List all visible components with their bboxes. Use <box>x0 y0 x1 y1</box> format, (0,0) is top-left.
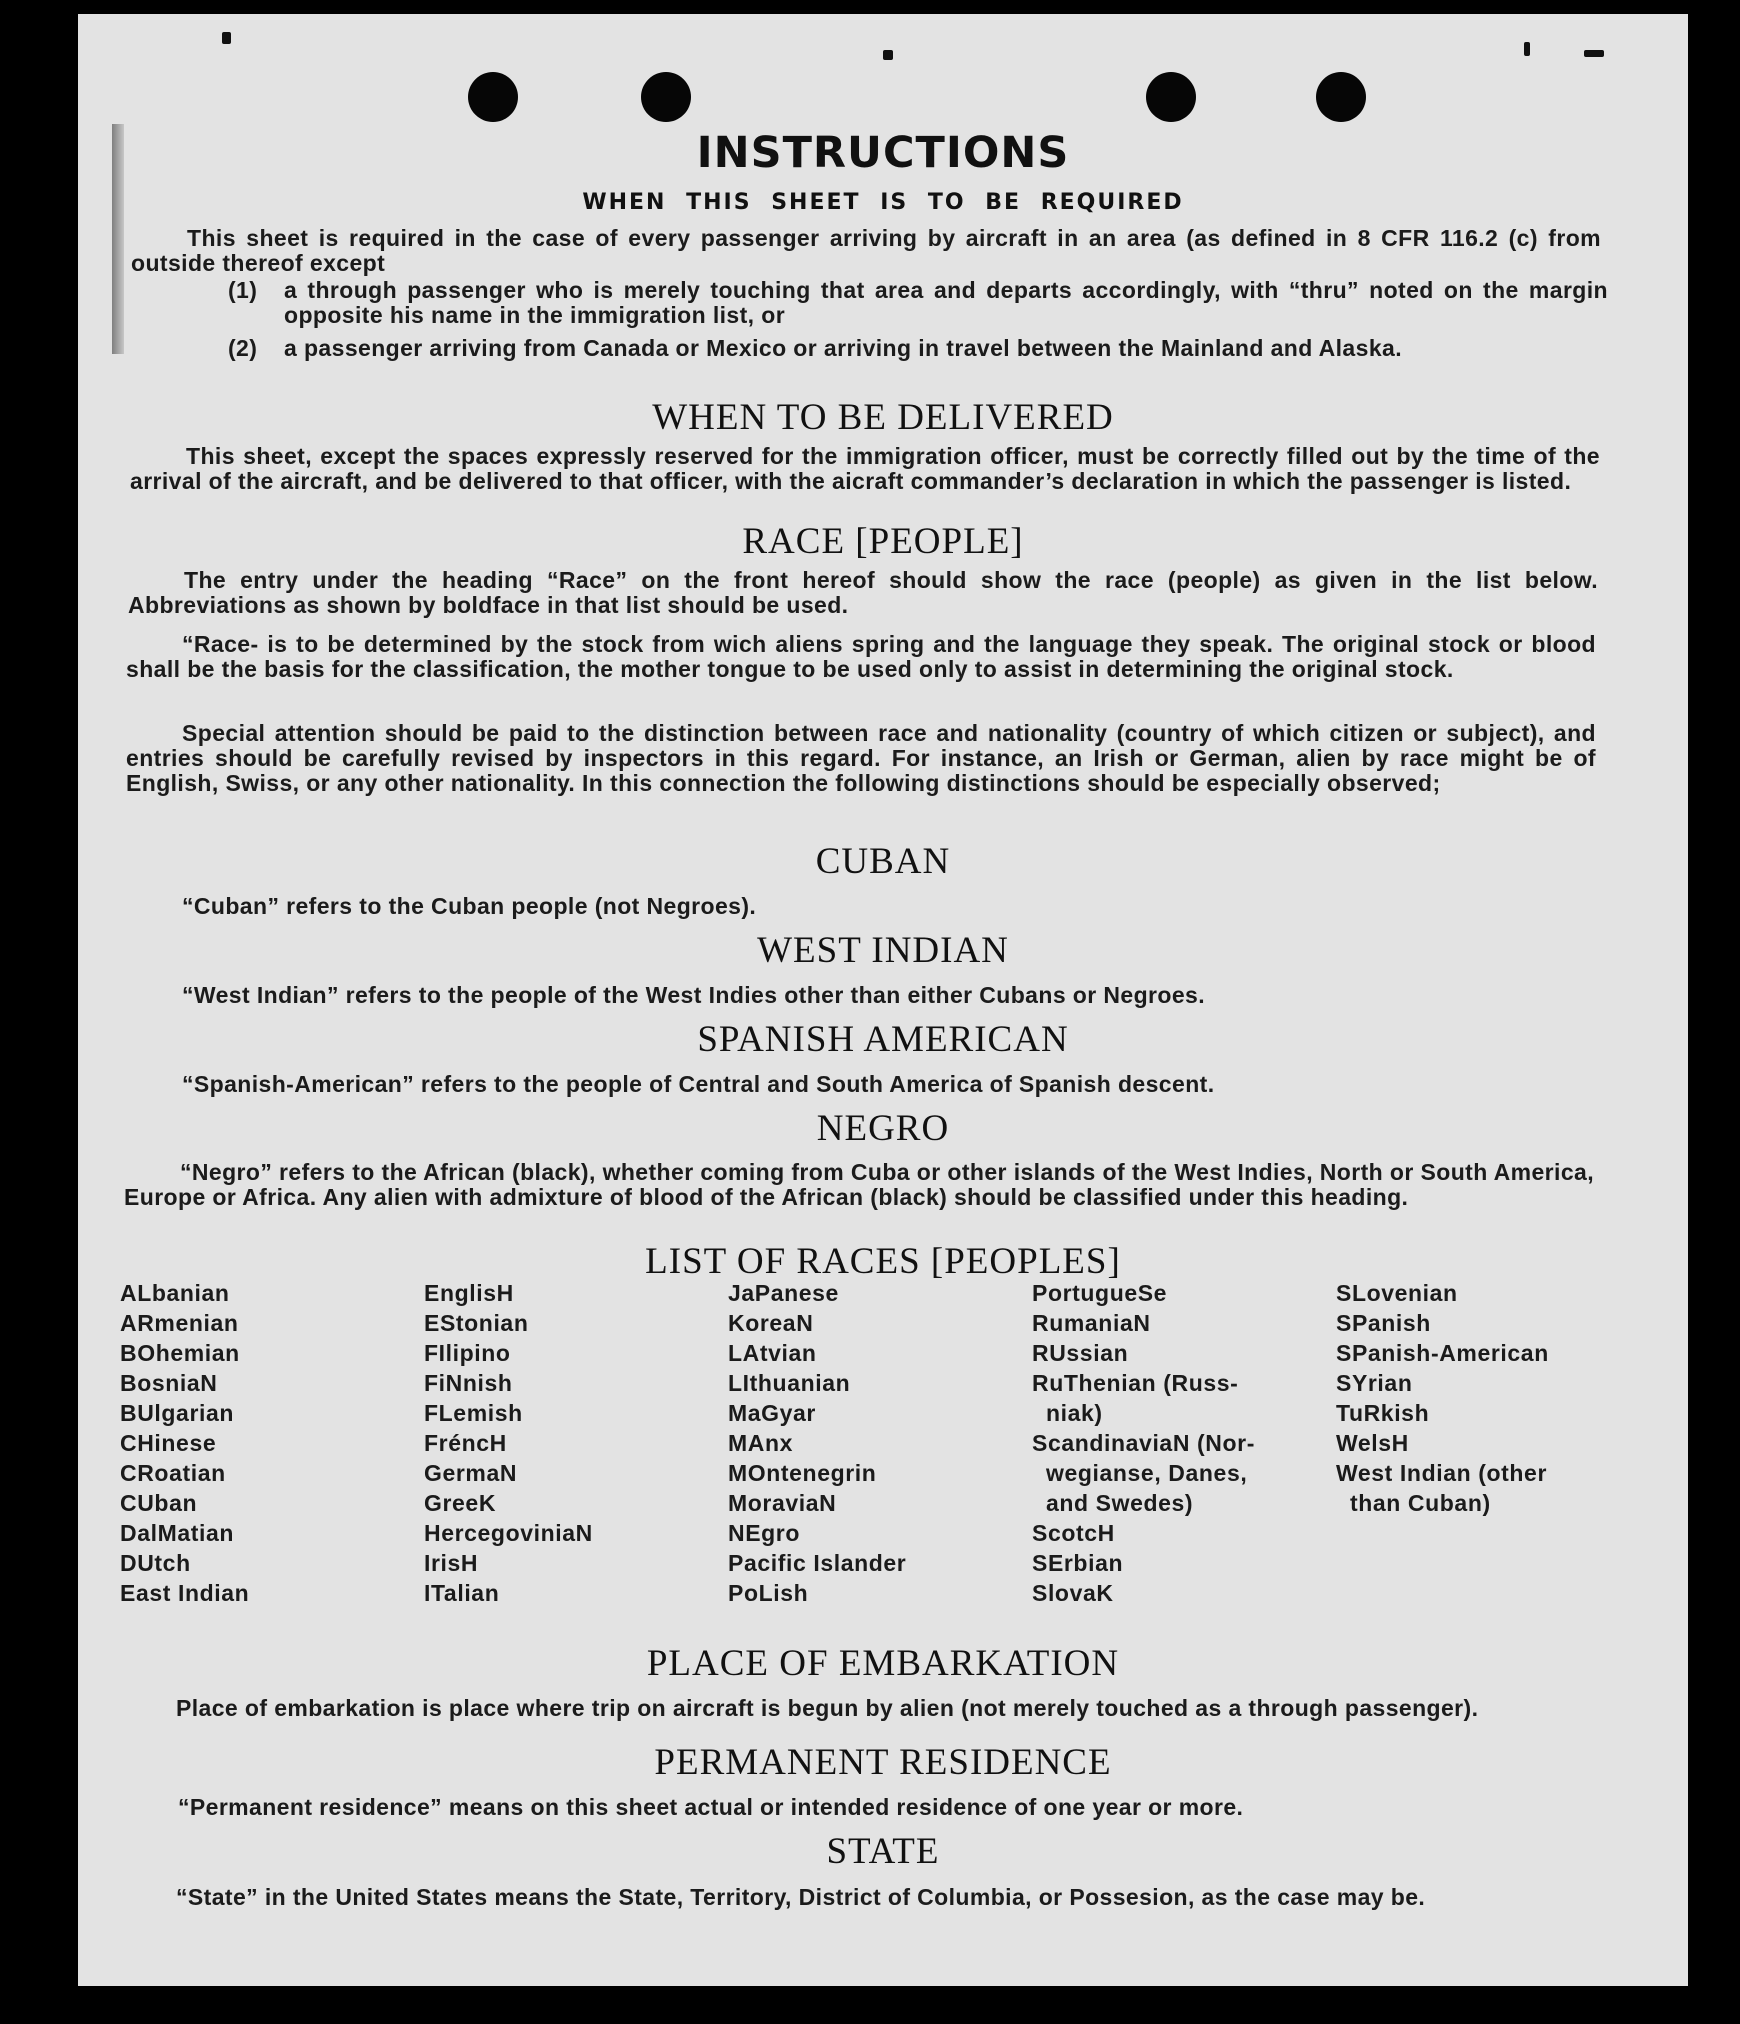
race-entry: ALbanian <box>120 1280 230 1306</box>
section-heading-state: STATE <box>826 1831 940 1872</box>
race-entry: CUban <box>120 1490 198 1516</box>
race-paragraph-2: “Race- is to be determined by the stock from wich aliens spring and the language they speak. The original stock or blood shall be the basis for the classification, the mother tongue to be used only to assist in determining the original stock. <box>126 631 1596 682</box>
race-column <box>120 1278 424 1608</box>
punch-hole <box>1316 72 1366 122</box>
race-entry: MaGyar <box>728 1400 816 1426</box>
race-entry: wegianse, Danes, <box>1032 1460 1248 1486</box>
race-entry: GermaN <box>424 1460 518 1486</box>
race-entry: IrisH <box>424 1550 479 1576</box>
punch-hole <box>1146 72 1196 122</box>
race-paragraph-3: Special attention should be paid to the distinction between race and nationality (country of which citizen or subject), and entries should be carefully revised by inspectors in this regard. For instance, an Irish or German, alien by race might be of English, Swiss, or any other nationality. In this connection the following distinctions should be especially observed; <box>126 720 1596 796</box>
race-entry: FréncH <box>424 1430 507 1456</box>
race-entry: RUssian <box>1032 1340 1129 1366</box>
section-heading-embarkation: PLACE OF EMBARKATION <box>646 1643 1120 1684</box>
race-entry: TuRkish <box>1336 1400 1430 1426</box>
race-entry: MOntenegrin <box>728 1460 877 1486</box>
race-entry: East Indian <box>120 1580 250 1606</box>
residence-text: “Permanent residence” means on this sheet actual or intended residence of one year or more. <box>178 1794 1244 1820</box>
race-entry: HercegoviniaN <box>424 1520 593 1546</box>
state-text: “State” in the United States means the State, Territory, District of Columbia, or Possesion, as the case may be. <box>176 1884 1426 1910</box>
spanish-american-text: “Spanish-American” refers to the people of Central and South America of Spanish descent. <box>182 1071 1215 1097</box>
race-entry: MoraviaN <box>728 1490 837 1516</box>
race-p1-boldface: boldface <box>442 592 541 618</box>
section-heading-residence: PERMANENT RESIDENCE <box>654 1742 1112 1783</box>
race-entry: SPanish <box>1336 1310 1431 1336</box>
race-column <box>728 1278 1032 1608</box>
race-entry: EStonian <box>424 1310 529 1336</box>
race-entry: BOhemian <box>120 1340 240 1366</box>
section-heading-race: RACE [PEOPLE] <box>742 521 1024 562</box>
when-delivered-text: This sheet, except the spaces expressly reserved for the immigration officer, must be correctly filled out by the time of the arrival of the aircraft, and be delivered to that officer, with the aicraft commander’s declaration in which the passenger is listed. <box>130 443 1600 494</box>
race-entry: BosniaN <box>120 1370 218 1396</box>
ink-speck <box>1524 42 1530 56</box>
race-entry: RumaniaN <box>1032 1310 1151 1336</box>
section-heading-west-indian: WEST INDIAN <box>757 930 1009 971</box>
race-entry: SlovaK <box>1032 1580 1114 1606</box>
race-entry: West Indian (other <box>1336 1460 1547 1486</box>
race-entry: DalMatian <box>120 1520 235 1546</box>
race-entry: niak) <box>1032 1400 1103 1426</box>
section-heading-list-of-races: LIST OF RACES [PEOPLES] <box>645 1241 1121 1282</box>
when-required-intro: This sheet is required in the case of every passenger arriving by aircraft in an area (as defined in 8 CFR 116.2 (c) from outside thereof except <box>131 225 1601 276</box>
exception-text: a through passenger who is merely touching that area and departs accordingly, with “thru” noted on the margin opposite his name in the immigration list, or <box>284 277 1608 328</box>
race-entry: ITalian <box>424 1580 500 1606</box>
race-entry: LAtvian <box>728 1340 817 1366</box>
race-entry: PoLish <box>728 1580 809 1606</box>
race-entry: LIthuanian <box>728 1370 851 1396</box>
race-entry: FLemish <box>424 1400 523 1426</box>
race-entry: Pacific Islander <box>728 1550 907 1576</box>
race-entry: SLovenian <box>1336 1280 1458 1306</box>
race-entry: SErbian <box>1032 1550 1124 1576</box>
exception-item <box>228 278 1608 328</box>
cuban-text: “Cuban” refers to the Cuban people (not Negroes). <box>182 893 757 919</box>
race-entry: CRoatian <box>120 1460 226 1486</box>
race-entry: MAnx <box>728 1430 794 1456</box>
race-entry: ARmenian <box>120 1310 239 1336</box>
race-column <box>1032 1278 1336 1608</box>
exception-number: (2) <box>228 335 258 361</box>
race-entry: GreeK <box>424 1490 497 1516</box>
exception-item <box>228 336 1608 361</box>
embarkation-text: Place of embarkation is place where trip on aircraft is begun by alien (not merely touched as a through passenger). <box>176 1695 1479 1721</box>
ink-speck <box>1584 50 1604 57</box>
race-entry: SYrian <box>1336 1370 1413 1396</box>
race-entry: RuThenian (Russ- <box>1032 1370 1239 1396</box>
races-list <box>120 1278 1660 1608</box>
exception-number: (1) <box>228 277 258 303</box>
race-entry: JaPanese <box>728 1280 839 1306</box>
race-entry: than Cuban) <box>1336 1490 1491 1516</box>
race-entry: EnglisH <box>424 1280 514 1306</box>
race-column <box>424 1278 728 1608</box>
punch-hole <box>468 72 518 122</box>
race-entry: SPanish-American <box>1336 1340 1549 1366</box>
race-column <box>1336 1278 1640 1608</box>
race-entry: DUtch <box>120 1550 191 1576</box>
race-entry: WelsH <box>1336 1430 1409 1456</box>
race-entry: KoreaN <box>728 1310 814 1336</box>
race-entry: CHinese <box>120 1430 217 1456</box>
section-heading-spanish-american: SPANISH AMERICAN <box>697 1019 1069 1060</box>
race-entry: ScotcH <box>1032 1520 1115 1546</box>
race-p1-text-end: in that list should be used. <box>547 592 849 618</box>
section-heading-when-delivered: WHEN TO BE DELIVERED <box>652 397 1114 438</box>
race-paragraph-1 <box>128 568 1598 618</box>
race-entry: NEgro <box>728 1520 800 1546</box>
race-p1-text: The entry under the heading “Race” on the front hereof should show the race (people) as given in the list below. Abbreviations as shown by <box>128 567 1598 618</box>
punch-hole <box>641 72 691 122</box>
race-entry: FIlipino <box>424 1340 511 1366</box>
exception-text: a passenger arriving from Canada or Mexico or arriving in travel between the Mainland and Alaska. <box>284 335 1402 361</box>
race-entry: PortugueSe <box>1032 1280 1168 1306</box>
race-entry: ScandinaviaN (Nor- <box>1032 1430 1255 1456</box>
instruction-sheet <box>78 14 1688 1986</box>
section-heading-negro: NEGRO <box>816 1108 950 1149</box>
race-entry: BUlgarian <box>120 1400 235 1426</box>
ink-speck <box>883 50 893 60</box>
west-indian-text: “West Indian” refers to the people of the West Indies other than either Cubans or Negroes. <box>182 982 1206 1008</box>
negro-text: “Negro” refers to the African (black), whether coming from Cuba or other islands of the West Indies, North or South America, Europe or Africa. Any alien with admixture of blood of the African (black) should be classified under this heading. <box>124 1159 1594 1210</box>
page-title: INSTRUCTIONS <box>696 128 1070 178</box>
ink-speck <box>222 32 231 44</box>
race-entry: FiNnish <box>424 1370 513 1396</box>
race-entry: and Swedes) <box>1032 1490 1194 1516</box>
section-heading-cuban: CUBAN <box>815 841 951 882</box>
section-heading-when-required: WHEN THIS SHEET IS TO BE REQUIRED <box>582 190 1184 215</box>
